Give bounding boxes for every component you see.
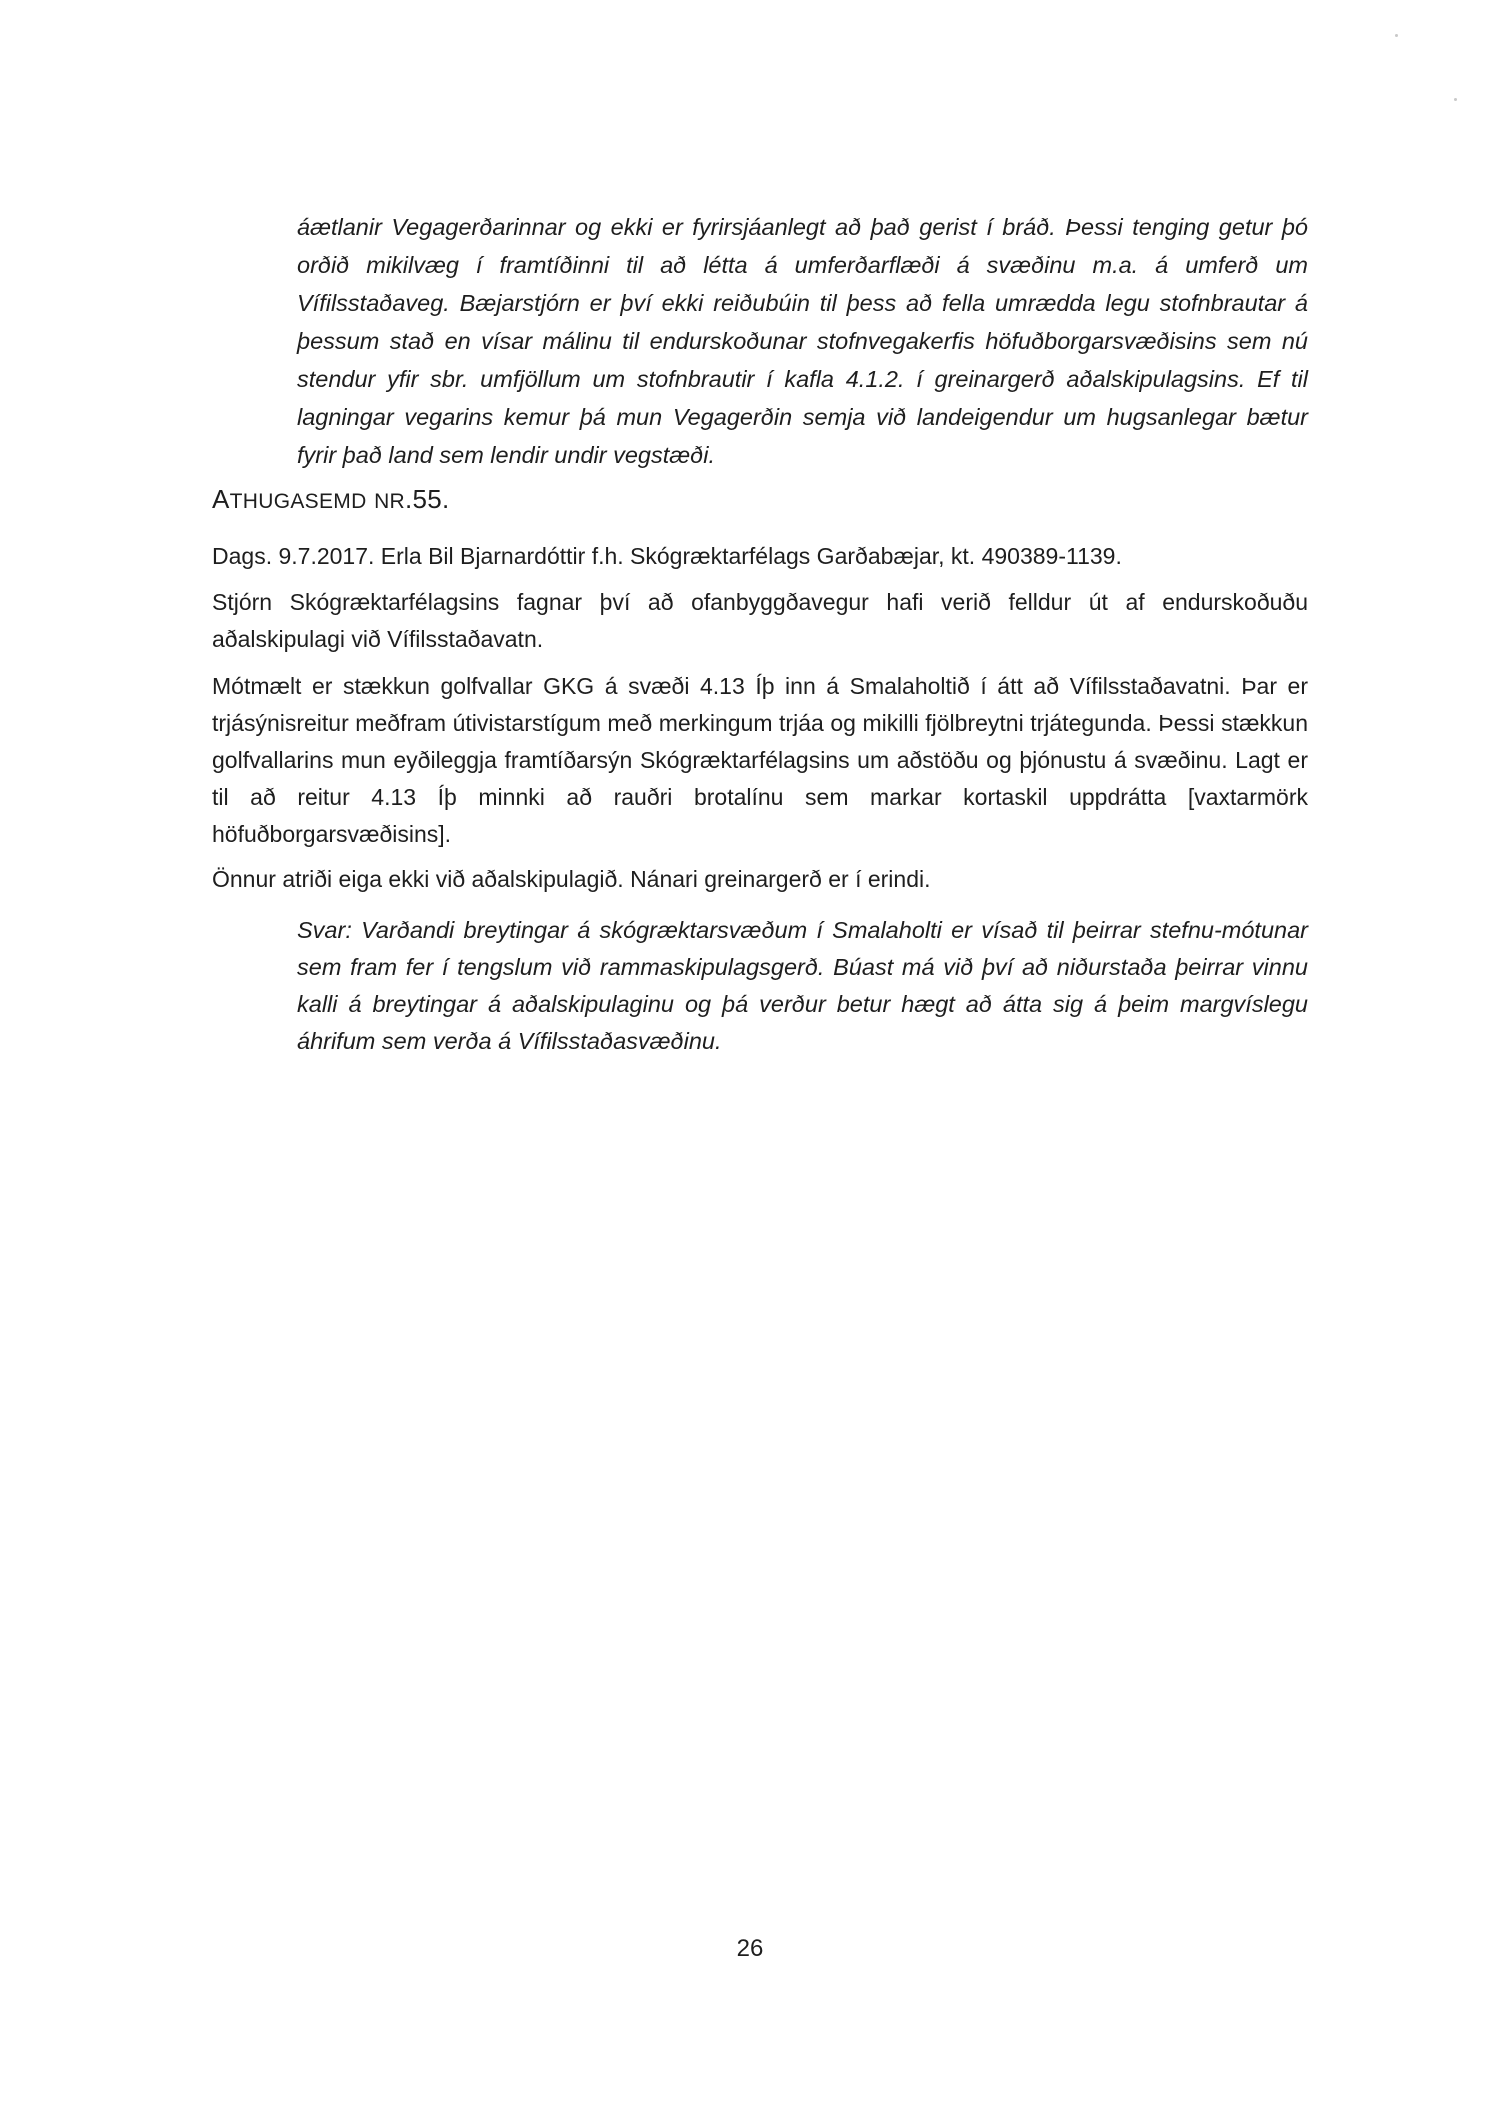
scan-speck — [1454, 98, 1457, 101]
intro-paragraph: Stjórn Skógræktarfélagsins fagnar því að ofanbyggðavegur hafi verið felldur út af endurskoðuðu aðalskipulagi við Vífilsstaðavatn. — [212, 589, 1308, 652]
date-line: Dags. 9.7.2017. Erla Bil Bjarnardóttir f.h. Skógræktarfélags Garðabæjar, kt. 490389-1139. — [212, 543, 1122, 569]
page-number: 26 — [736, 1935, 764, 1962]
heading-initial: A — [212, 484, 230, 514]
heading-number: .55. — [405, 484, 450, 514]
scan-speck — [1395, 34, 1398, 37]
heading-nr: NR — [374, 490, 405, 513]
reply-continuation: áætlanir Vegagerðarinnar og ekki er fyrirsjáanlegt að það gerist í bráð. Þessi tenging getur þó orðið mikilvæg í framtíðinni til að létta á umferðarflæði á svæðinu m.a. á umferð um Vífilsstaðaveg. Bæjarstjórn er því ekki reiðubúin til þess að fella umrædda legu stofnbrautar á þessum stað en vísar málinu til endurskoðunar stofnvegakerfis höfuðborgarsvæðisins sem nú stendur yfir sbr. umfjöllum um stofnbrautir í kafla 4.1.2. í greinargerð aðalskipulagsins. Ef til lagningar vegarins kemur þá mun Vegagerðin semja við landeigendur um hugsanlegar bætur fyrir það land sem lendir undir vegstæði. — [297, 214, 1308, 468]
comment-heading — [212, 484, 450, 515]
objection-paragraph: Mótmælt er stækkun golfvallar GKG á svæði 4.13 Íþ inn á Smalaholtið í átt að Vífilsstaðavatni. Þar er trjásýnisreitur meðfram útivistarstígum með merkingum trjáa og mikilli fjölbreytni trjátegunda. Þessi stækkun golfvallarins mun eyðileggja framtíðarsýn Skógræktarfélagsins um aðstöðu og þjónustu á svæðinu. Lagt er til að reitur 4.13 Íþ minnki að rauðri brotalínu sem markar kortaskil uppdrátta [vaxtarmörk höfuðborgarsvæðisins]. — [212, 673, 1308, 847]
other-paragraph: Önnur atriði eiga ekki við aðalskipulagið. Nánari greinargerð er í erindi. — [212, 866, 931, 892]
reply-final: Svar: Varðandi breytingar á skógræktarsvæðum í Smalaholti er vísað til þeirrar stefnu-mótunar sem fram fer í tengslum við rammaskipulagsgerð. Búast má við því að niðurstaða þeirrar vinnu kalli á breytingar á aðalskipulaginu og þá verður betur hægt að átta sig á þeim margvíslegu áhrifum sem verða á Vífilsstaðasvæðinu. — [297, 917, 1308, 1054]
heading-word: THUGASEMD — [229, 490, 367, 513]
